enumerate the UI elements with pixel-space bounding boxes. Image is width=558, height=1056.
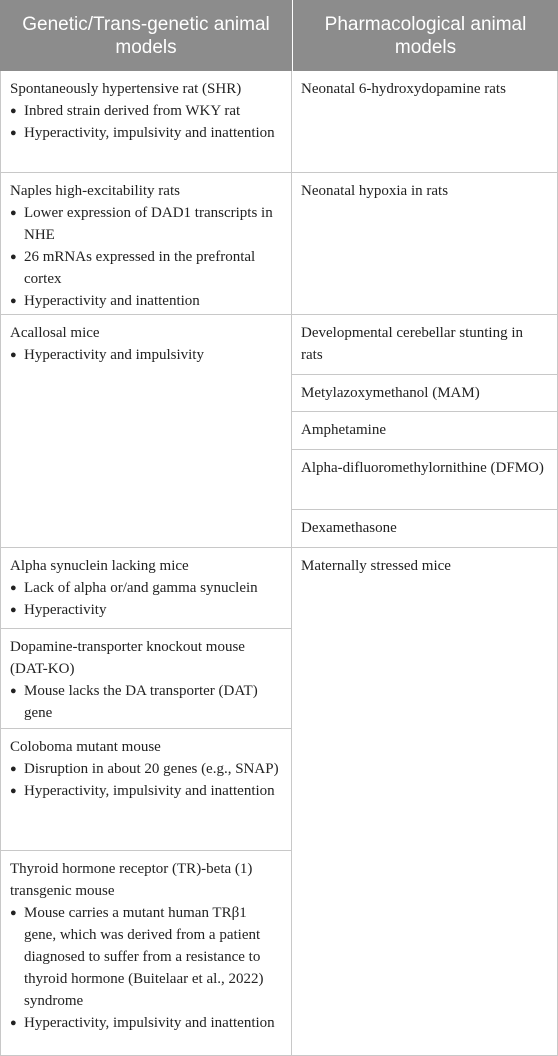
feature-item: ● Disruption in about 20 genes (e.g., SNAP) <box>10 758 282 780</box>
pharmacological-model-cell: Metylazoxymethanol (MAM) <box>292 375 558 412</box>
genetic-model-cell <box>0 629 292 729</box>
feature-item: ● Hyperactivity, impulsivity and inattention <box>10 1012 282 1034</box>
feature-item: ● Hyperactivity and impulsivity <box>10 344 282 366</box>
feature-item: ● 26 mRNAs expressed in the prefrontal cortex <box>10 246 282 290</box>
genetic-model-cell <box>0 851 292 1056</box>
pharmacological-model-cell: Developmental cerebellar stunting in rats <box>292 315 558 375</box>
header-pharmacological-models: Pharmacological animal models <box>292 0 558 71</box>
model-title: Naples high-excitability rats <box>10 183 180 199</box>
pharmacological-model-cell: Dexamethasone <box>292 510 558 548</box>
genetic-model-cell <box>0 315 292 548</box>
feature-item: ● Lower expression of DAD1 transcripts in NHE <box>10 202 282 246</box>
genetic-model-cell <box>0 71 292 173</box>
model-features <box>10 344 282 366</box>
pharmacological-model-cell: Amphetamine <box>292 412 558 450</box>
model-title: Acallosal mice <box>10 325 100 341</box>
model-title: Alpha synuclein lacking mice <box>10 558 189 574</box>
feature-item: ● Hyperactivity and inattention <box>10 290 282 312</box>
model-title: Spontaneously hypertensive rat (SHR) <box>10 81 242 97</box>
feature-item: ● Inbred strain derived from WKY rat <box>10 100 282 122</box>
model-title: Coloboma mutant mouse <box>10 739 161 755</box>
model-features <box>10 577 282 621</box>
genetic-model-cell <box>0 729 292 851</box>
feature-item: ● Mouse carries a mutant human TRβ1 gene, which was derived from a patient diagnosed to suffer from a resistance to thyroid hormone (Buitelaar et al., 2022) syndrome <box>10 902 282 1012</box>
genetic-model-cell <box>0 173 292 315</box>
model-features <box>10 202 282 312</box>
feature-item: ● Hyperactivity <box>10 599 282 621</box>
model-title: Dopamine-transporter knockout mouse (DAT-KO) <box>10 639 245 677</box>
model-features <box>10 758 282 802</box>
model-features <box>10 680 282 724</box>
header-genetic-models: Genetic/Trans-genetic animal models <box>0 0 292 71</box>
pharmacological-model-cell: Maternally stressed mice <box>292 548 558 1056</box>
pharmacological-model-cell: Neonatal hypoxia in rats <box>292 173 558 315</box>
feature-item: ● Hyperactivity, impulsivity and inattention <box>10 780 282 802</box>
pharmacological-model-cell: Alpha-difluoromethylornithine (DFMO) <box>292 450 558 510</box>
feature-item: ● Lack of alpha or/and gamma synuclein <box>10 577 282 599</box>
pharmacological-model-cell: Neonatal 6-hydroxydopamine rats <box>292 71 558 173</box>
model-features <box>10 902 282 1034</box>
model-title: Thyroid hormone receptor (TR)-beta (1) transgenic mouse <box>10 861 253 899</box>
feature-item: ● Mouse lacks the DA transporter (DAT) gene <box>10 680 282 724</box>
model-features <box>10 100 282 144</box>
genetic-model-cell <box>0 548 292 629</box>
feature-item: ● Hyperactivity, impulsivity and inattention <box>10 122 282 144</box>
